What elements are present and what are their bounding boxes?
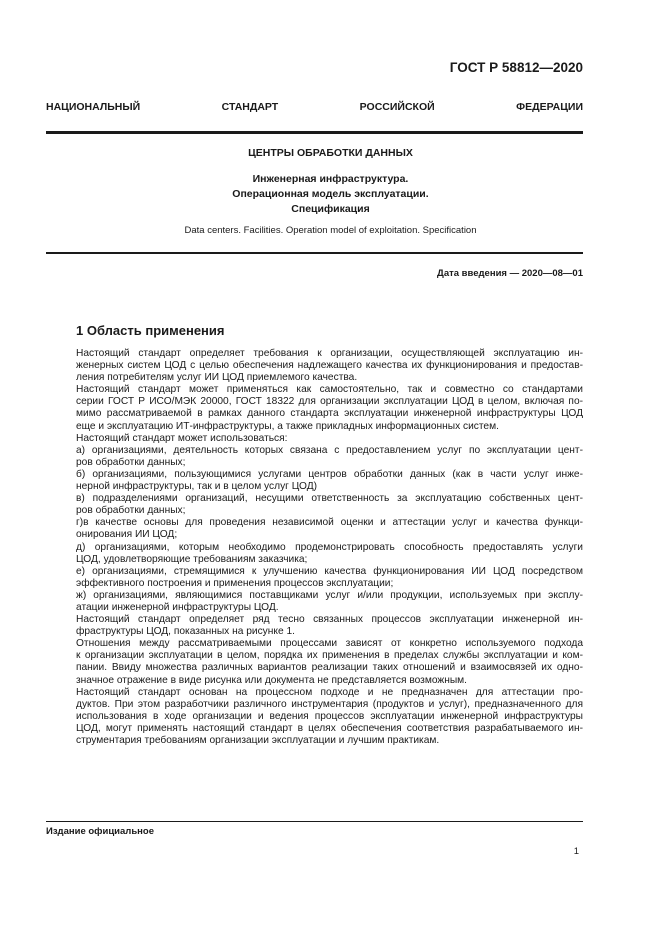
body-paragraph	[46, 638, 583, 686]
paragraph-line: Отношения между рассматриваемыми процессами зависят от конкретно используемого подхода	[76, 638, 583, 650]
subtitle-line-3: Спецификация	[291, 203, 370, 215]
document-title: ЦЕНТРЫ ОБРАБОТКИ ДАННЫХ	[248, 147, 413, 159]
body-paragraph	[46, 590, 583, 614]
body-paragraph	[46, 445, 583, 469]
paragraph-line: е) организациями, стремящимися к улучшению качества функционирования ИИ ЦОД посредством	[76, 565, 583, 577]
paragraph-line: Настоящий стандарт определяет требования к организации, осуществляющей эксплуатацию ин-	[76, 348, 583, 359]
paragraph-line: к организации эксплуатации в целом, порядка их применения в пределах службы эксплуатации и ком-	[76, 650, 583, 662]
paragraph-line: дуктов. При этом разработчики различного инструментария (продуктов и услуг), предназначенного для	[76, 698, 583, 710]
national-standard-banner: НАЦИОНАЛЬНЫЙ СТАНДАРТ РОССИЙСКОЙ ФЕДЕРАЦИИ	[46, 101, 583, 113]
header-divider	[46, 131, 583, 134]
paragraph-line: фраструктуры ЦОД, показанных на рисунке 1.	[76, 626, 295, 638]
body-paragraph	[46, 433, 583, 445]
paragraph-line: струментария требованиям организации эксплуатации и лучшим практикам.	[76, 735, 440, 746]
paragraph-line: б) организациями, пользующимися услугами центров обработки данных (как в части услуг инже-	[76, 468, 583, 480]
paragraph-line: Настоящий стандарт может использоваться:	[76, 432, 288, 444]
paragraph-line: ров обработки данных;	[76, 505, 186, 517]
footer-divider	[46, 821, 583, 822]
paragraph-line: ления потребителям услуг ИИ ЦОД приемлемого качества.	[76, 372, 358, 384]
paragraph-line: значное отражение в виде рисунка или документа не представляется возможным.	[76, 674, 467, 686]
body-paragraph	[46, 469, 583, 493]
paragraph-line: г)в качестве основы для проведения независимой оценки и аттестации услуг и качества функци-	[76, 517, 583, 529]
subtitle-line-2: Операционная модель эксплуатации.	[232, 188, 429, 200]
paragraph-line: нерной инфраструктуры, так и в целом услуг ЦОД)	[76, 481, 318, 493]
title-divider	[46, 252, 583, 254]
paragraph-line: эффективного построения и применения процессов эксплуатации;	[76, 577, 394, 589]
paragraph-line: мимо рассматриваемой в рамках данного стандарта эксплуатации инженерной инфраструктуры ЦОД	[76, 408, 583, 420]
paragraph-line: использования в ходе организации и ведения процессов эксплуатации инженерной инфраструктуры	[76, 710, 583, 722]
paragraph-line: серии ГОСТ Р ИСО/МЭК 20000, ГОСТ 18322 для организации эксплуатации ЦОД в целом, включая по-	[76, 396, 583, 408]
paragraph-line: ЦОД, могут применять настоящий стандарт в целях обеспечения соответствия разрабатываемого ин-	[76, 722, 583, 734]
paragraph-line: онирования ИИ ЦОД;	[76, 529, 178, 541]
paragraph-line: женерных систем ЦОД с целью обеспечения надлежащего качества их функционирования и предостав-	[76, 360, 583, 372]
body-paragraph	[46, 542, 583, 566]
paragraph-line: Настоящий стандарт основан на процессном подходе и не предназначен для аттестации про-	[76, 686, 583, 698]
paragraph-line: атации инженерной инфраструктуры ЦОД.	[76, 601, 279, 613]
subtitle-line-1: Инженерная инфраструктура.	[252, 173, 409, 185]
introduction-date: Дата введения — 2020—08—01	[437, 268, 583, 279]
body-paragraph	[46, 566, 583, 590]
paragraph-line: пании. Ввиду множества различных вариантов реализации таких отношений и взаимосвязей их одно-	[76, 662, 583, 674]
paragraph-line: ж) организациями, являющимися поставщиками услуг и/или продукции, используемых при эксплу-	[76, 589, 583, 601]
document-code: ГОСТ Р 58812—2020	[449, 60, 583, 75]
body-paragraph	[46, 517, 583, 541]
paragraph-line: ЦОД, удовлетворяющие требованиям заказчика;	[76, 553, 308, 565]
page-number: 1	[573, 846, 579, 857]
body-paragraph	[46, 493, 583, 517]
body-paragraph	[46, 384, 583, 432]
paragraph-line: в) подразделениями организаций, несущими ответственность за эксплуатацию собственных цент-	[76, 493, 583, 505]
body-paragraph	[46, 614, 583, 638]
edition-note: Издание официальное	[46, 826, 154, 837]
body-paragraph	[46, 348, 583, 384]
paragraph-line: Настоящий стандарт может применяться как самостоятельно, так и совместно со стандартами	[76, 384, 583, 396]
paragraph-line: еще и эксплуатацию ИТ-инфраструктуры, а также прикладных информационных систем.	[76, 420, 499, 432]
section-heading: 1 Область применения	[76, 323, 225, 338]
body-paragraph	[46, 687, 583, 747]
paragraph-line: д) организациями, которым необходимо продемонстрировать способность предоставлять услуги	[76, 541, 583, 553]
english-title: Data centers. Facilities. Operation model of exploitation. Specification	[184, 225, 477, 236]
document-subtitle	[0, 172, 661, 217]
paragraph-line: а) организациями, деятельность которых связана с предоставлением услуг по эксплуатации цент-	[76, 444, 583, 456]
paragraph-line: Настоящий стандарт определяет ряд тесно связанных процессов эксплуатации инженерной ин-	[76, 614, 583, 626]
paragraph-line: ров обработки данных;	[76, 456, 186, 468]
section-body	[46, 348, 583, 747]
